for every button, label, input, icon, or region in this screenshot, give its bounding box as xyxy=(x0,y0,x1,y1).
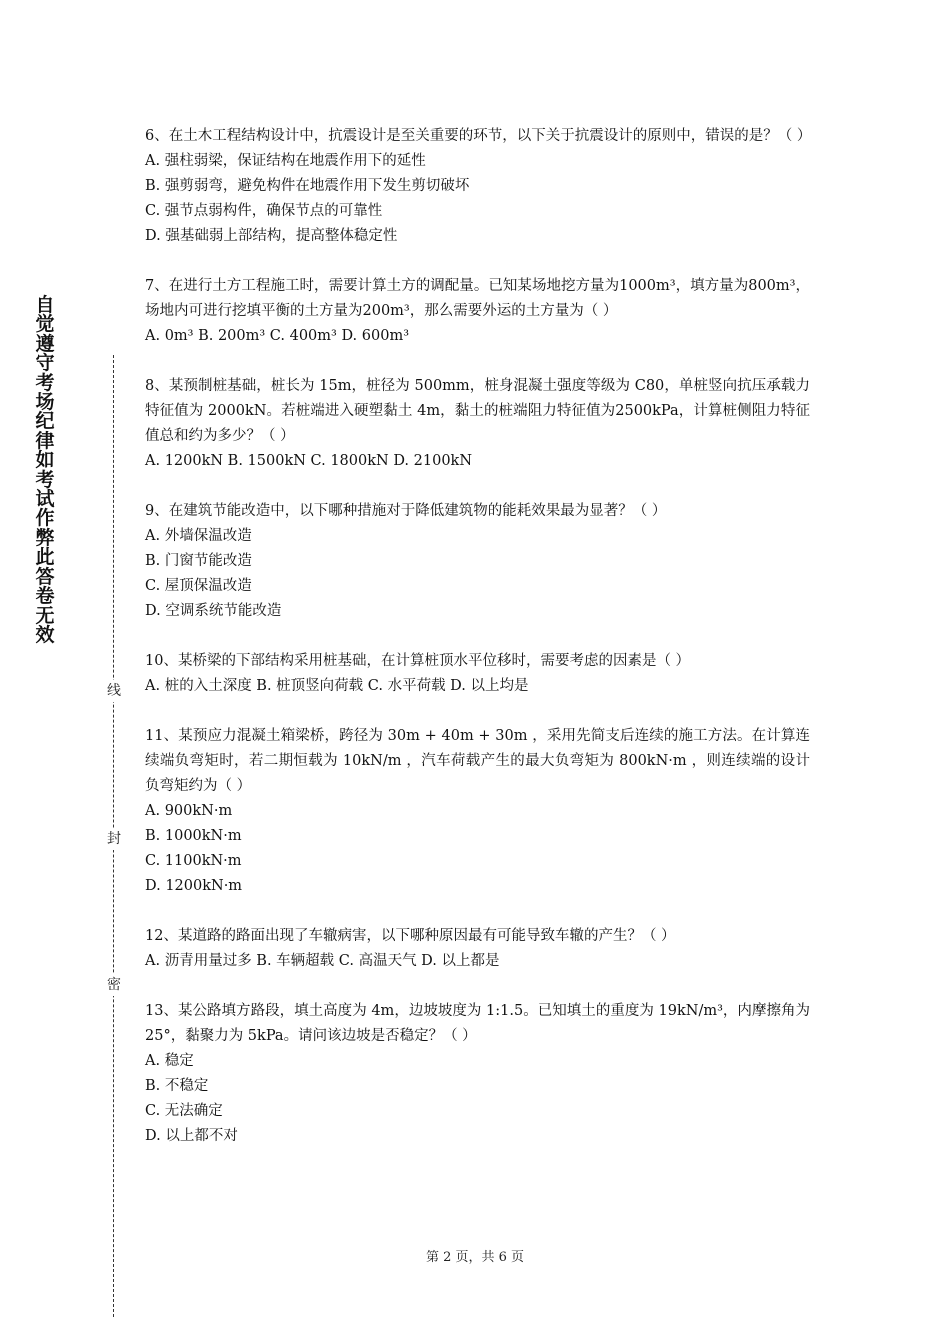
binding-label-line: 线 xyxy=(106,680,122,702)
option-a: A. 外墙保温改造 xyxy=(145,528,252,544)
question-8 xyxy=(145,374,810,474)
option-c: C. 屋顶保温改造 xyxy=(145,578,252,594)
exam-discipline-warning: 自觉遵守考场纪律如考试作弊此答卷无效 xyxy=(35,294,55,646)
option-b: B. 不稳定 xyxy=(145,1078,209,1094)
options-inline: A. 1200kN B. 1500kN C. 1800kN D. 2100kN xyxy=(145,453,473,469)
question-text: 12、某道路的路面出现了车辙病害，以下哪种原因最有可能导致车辙的产生？（ ） xyxy=(145,928,676,944)
option-c: C. 无法确定 xyxy=(145,1103,223,1119)
binding-label-seal: 封 xyxy=(106,828,122,850)
question-text: 10、某桥梁的下部结构采用桩基础，在计算桩顶水平位移时，需要考虑的因素是（ ） xyxy=(145,653,691,669)
options-inline: A. 0m³ B. 200m³ C. 400m³ D. 600m³ xyxy=(145,328,410,344)
question-text: 11、某预应力混凝土箱梁桥，跨径为 30m + 40m + 30m ，采用先简支后连续的施工方法。在计算连续端负弯矩时，若二期恒载为 10kN/m ，汽车荷载产生的最大负弯矩为 800kN·m ，则连续端的设计负弯矩约为（ ） xyxy=(145,728,810,794)
options-inline: A. 沥青用量过多 B. 车辆超载 C. 高温天气 D. 以上都是 xyxy=(145,953,500,969)
option-d: D. 1200kN·m xyxy=(145,878,243,894)
question-12 xyxy=(145,924,810,974)
question-text: 6、在土木工程结构设计中，抗震设计是至关重要的环节，以下关于抗震设计的原则中，错误的是？（ ） xyxy=(145,128,812,144)
question-11 xyxy=(145,724,810,899)
question-text: 9、在建筑节能改造中，以下哪种措施对于降低建筑物的能耗效果最为显著？（ ） xyxy=(145,503,667,519)
question-text: 8、某预制桩基础，桩长为 15m，桩径为 500mm，桩身混凝土强度等级为 C80，单桩竖向抗压承载力特征值为 2000kN。若桩端进入硬塑黏土 4m，黏土的桩端阻力特征值为2500kPa，计算桩侧阻力特征值总和约为多少？（ ） xyxy=(145,378,810,444)
option-b: B. 1000kN·m xyxy=(145,828,242,844)
question-7 xyxy=(145,274,810,349)
option-b: B. 门窗节能改造 xyxy=(145,553,252,569)
question-13 xyxy=(145,999,810,1149)
question-9 xyxy=(145,499,810,624)
options-inline: A. 桩的入土深度 B. 桩顶竖向荷载 C. 水平荷载 D. 以上均是 xyxy=(145,678,529,694)
question-text: 7、在进行土方工程施工时，需要计算土方的调配量。已知某场地挖方量为1000m³，填方量为800m³，场地内可进行挖填平衡的土方量为200m³，那么需要外运的土方量为（ ） xyxy=(145,278,810,319)
question-10 xyxy=(145,649,810,699)
option-d: D. 空调系统节能改造 xyxy=(145,603,282,619)
option-a: A. 稳定 xyxy=(145,1053,194,1069)
question-text: 13、某公路填方路段，填土高度为 4m，边坡坡度为 1:1.5。已知填土的重度为 19kN/m³，内摩擦角为 25°，黏聚力为 5kPa。请问该边坡是否稳定？（ ） xyxy=(145,1003,810,1044)
question-6 xyxy=(145,124,810,249)
option-a: A. 900kN·m xyxy=(145,803,233,819)
option-a: A. 强柱弱梁，保证结构在地震作用下的延性 xyxy=(145,153,426,169)
option-c: C. 强节点弱构件，确保节点的可靠性 xyxy=(145,203,383,219)
option-d: D. 强基础弱上部结构，提高整体稳定性 xyxy=(145,228,398,244)
option-d: D. 以上都不对 xyxy=(145,1128,238,1144)
page-number: 第 2 页，共 6 页 xyxy=(425,1250,525,1265)
question-list xyxy=(145,124,810,1174)
binding-label-secret: 密 xyxy=(106,974,122,996)
option-b: B. 强剪弱弯，避免构件在地震作用下发生剪切破坏 xyxy=(145,178,470,194)
option-c: C. 1100kN·m xyxy=(145,853,242,869)
